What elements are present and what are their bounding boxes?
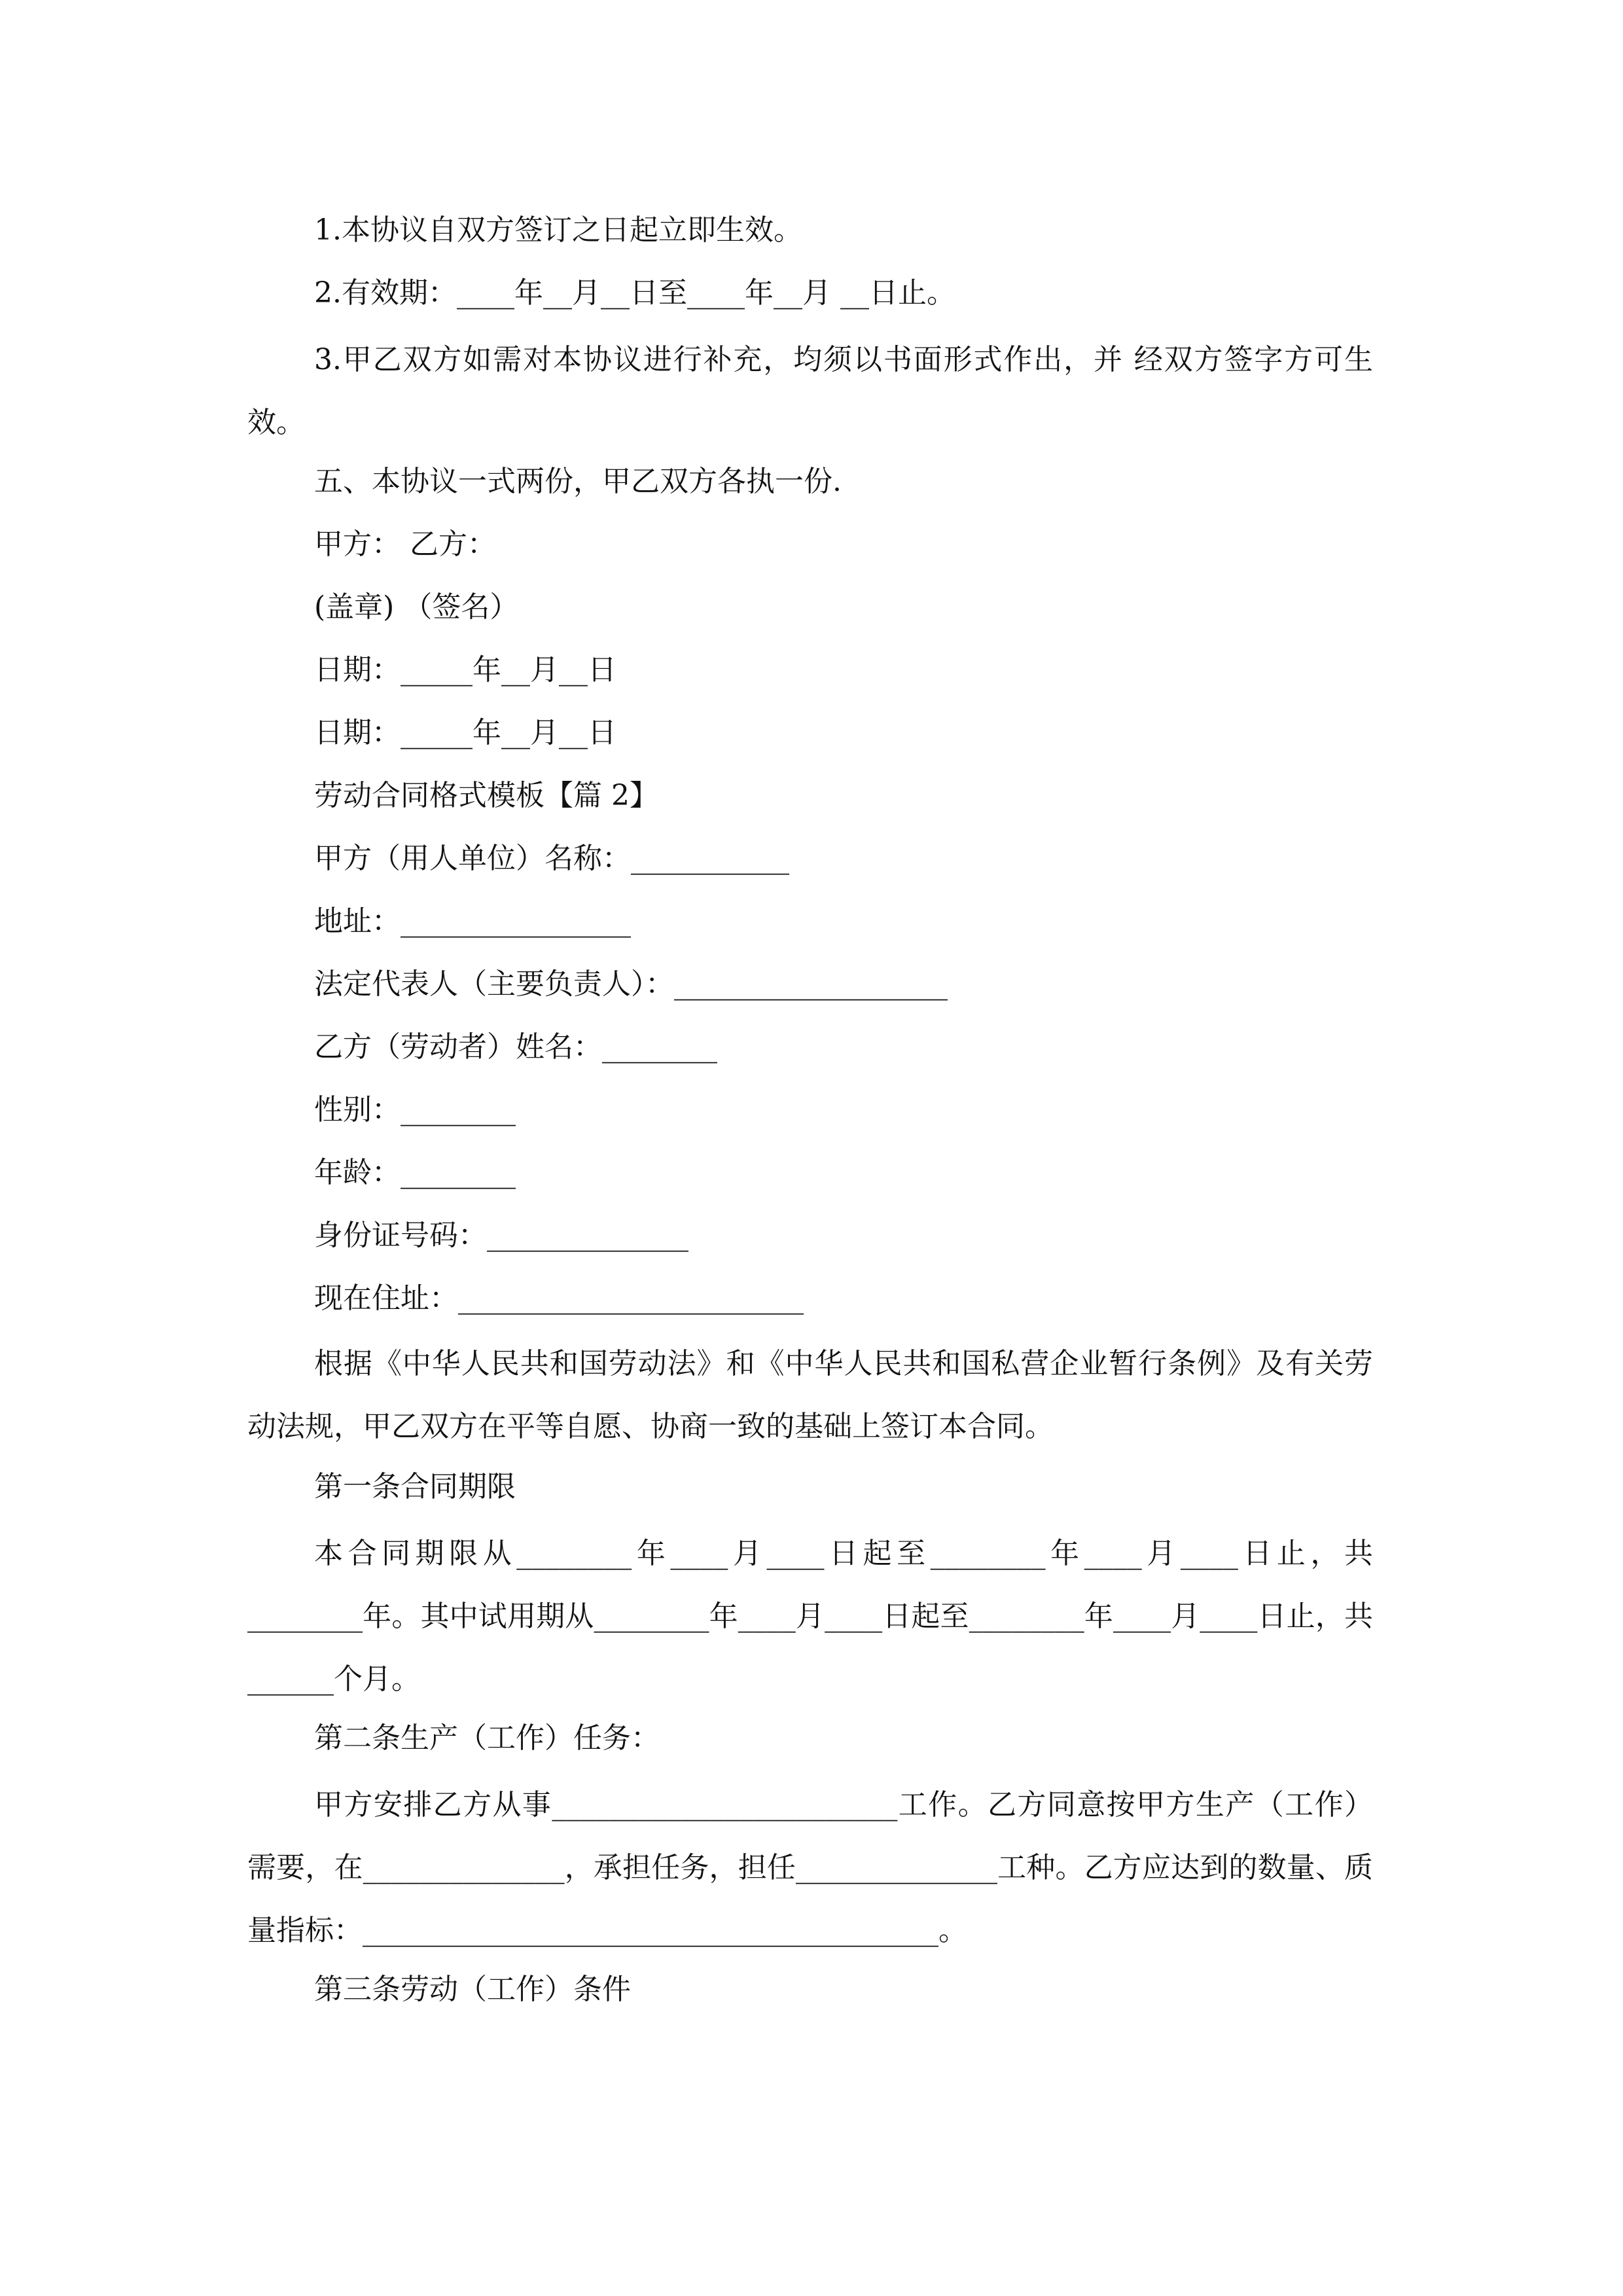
signature-seal: (盖章) （签名） [314,590,519,624]
signature-parties: 甲方： 乙方： [314,528,496,561]
section-title: 劳动合同格式模板【篇 2】 [314,779,658,812]
field-gender: 性别：________ [314,1093,516,1126]
field-current-address: 现在住址：________________________ [314,1282,804,1315]
article-2-body: 甲方安排乙方从事________________________工作。乙方同意按甲方生产（工作）需要，在______________，承担任务，担任______________工种。乙方应达到的数量、质量指标：________________________________________。 [247,1788,1373,1947]
field-age: 年龄：________ [314,1156,516,1189]
field-employer-name: 甲方（用人单位）名称：___________ [314,842,789,875]
field-employee-name: 乙方（劳动者）姓名：________ [314,1030,717,1064]
clause-effective: 1.本协议自双方签订之日起立即生效。 [314,213,802,247]
article-1-title: 第一条合同期限 [314,1470,516,1503]
contract-preamble: 根据《中华人民共和国劳动法》和《中华人民共和国私营企业暂行条例》及有关劳动法规，甲乙双方在平等自愿、协商一致的基础上签订本合同。 [247,1347,1373,1443]
clause-copies: 五、本协议一式两份，甲乙双方各执一份. [314,465,842,498]
field-legal-representative: 法定代表人（主要负责人）：___________________ [314,967,948,1001]
clause-supplement: 3.甲乙双方如需对本协议进行补充，均须以书面形式作出，并 经双方签字方可生效。 [247,343,1373,439]
clause-validity: 2.有效期：____年__月__日至____年__月 __日止。 [314,276,955,310]
article-1-body: 本合同期限从________年____月____日起至________年____月____日止，共________年。其中试用期从________年____月____日起至________年____月____日止，共______个月。 [247,1537,1373,1696]
field-address: 地址：________________ [314,905,631,938]
signature-date-a: 日期：_____年__月__日 [314,653,616,687]
signature-date-b: 日期：_____年__月__日 [314,716,616,749]
field-id-number: 身份证号码：______________ [314,1219,688,1252]
article-2-title: 第二条生产（工作）任务： [314,1721,660,1755]
article-3-title: 第三条劳动（工作）条件 [314,1973,631,2006]
